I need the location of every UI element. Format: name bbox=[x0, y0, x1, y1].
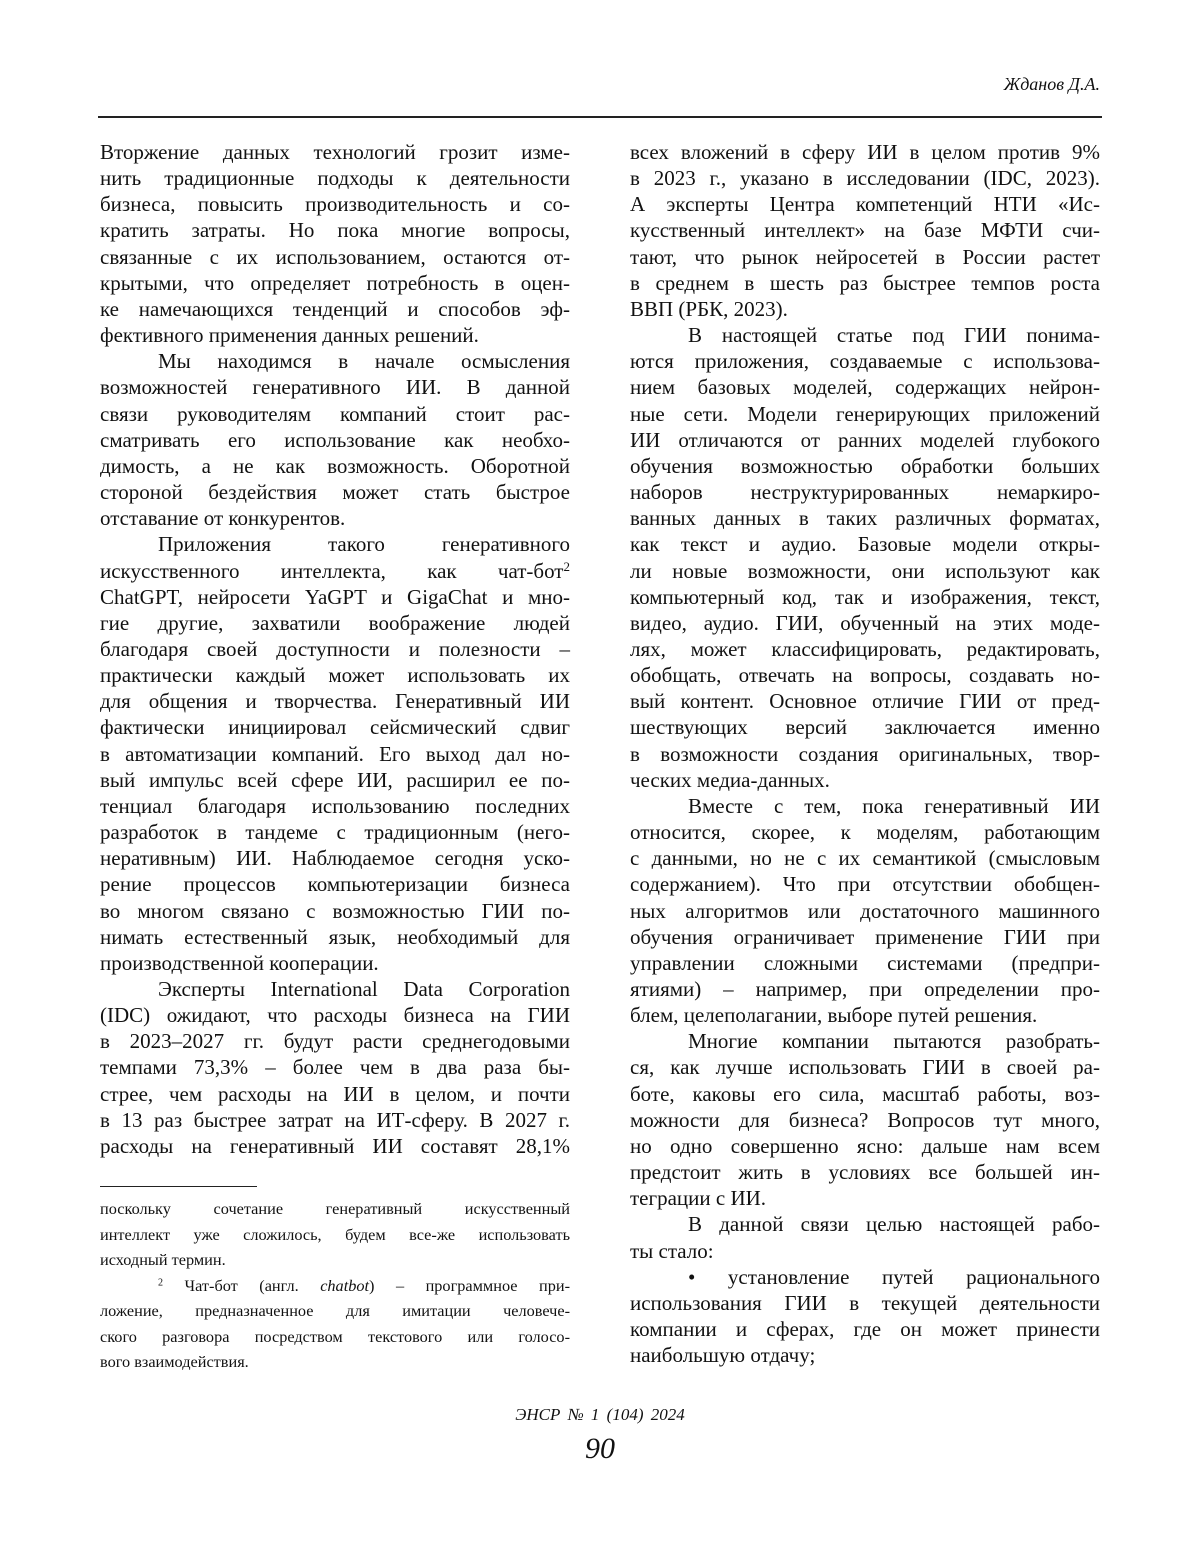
text-line: в возможности создания оригинальных, твор- bbox=[630, 741, 1100, 767]
paragraph bbox=[630, 1211, 1100, 1263]
text-line: компании и сферах, где он может принести bbox=[630, 1316, 1100, 1342]
text-line: практически каждый может использовать их bbox=[100, 662, 570, 688]
text-line: бизнеса, повысить производительность и со- bbox=[100, 191, 570, 217]
text-line: возможностей генеративного ИИ. В данной bbox=[100, 374, 570, 400]
text-line: В данной связи целью настоящей рабо- bbox=[630, 1211, 1100, 1237]
text-span: Чат-бот (англ. bbox=[163, 1276, 320, 1295]
text-line: сматривать его использование как необхо- bbox=[100, 427, 570, 453]
text-line: обобщать, отвечать на вопросы, создавать но- bbox=[630, 662, 1100, 688]
footnote-marker: 2 bbox=[563, 558, 570, 573]
text-line: (IDC) ожидают, что расходы бизнеса на ГИИ bbox=[100, 1002, 570, 1028]
text-line: ChatGPT, нейросети YaGPT и GigaChat и мно- bbox=[100, 584, 570, 610]
text-line: стороной бездействия может стать быстрое bbox=[100, 479, 570, 505]
text-line: шествующих версий заключается именно bbox=[630, 714, 1100, 740]
text-line: ты стало: bbox=[630, 1238, 1100, 1264]
text-line: ложение, предназначенное для имитации человече- bbox=[100, 1298, 570, 1324]
text-line: поскольку сочетание генеративный искусственный bbox=[100, 1196, 570, 1222]
text-line: использования ГИИ в текущей деятельности bbox=[630, 1290, 1100, 1316]
text-line: неративным) ИИ. Наблюдаемое сегодня уско- bbox=[100, 845, 570, 871]
text-line: обучения ограничивает применение ГИИ при bbox=[630, 924, 1100, 950]
paragraph bbox=[100, 1273, 570, 1375]
text-line: тают, что рынок нейросетей в России растет bbox=[630, 244, 1100, 270]
text-line: В настоящей статье под ГИИ понима- bbox=[630, 322, 1100, 348]
running-head-author: Жданов Д.А. bbox=[1004, 74, 1100, 95]
text-line: компьютерный код, так и изображения, текст, bbox=[630, 584, 1100, 610]
text-line bbox=[100, 558, 570, 584]
text-line: интеллект уже сложилось, будем все-же использовать bbox=[100, 1222, 570, 1248]
paragraph bbox=[630, 322, 1100, 793]
text-line: в среднем в шесть раз быстрее темпов роста bbox=[630, 270, 1100, 296]
text-line: рение процессов компьютеризации бизнеса bbox=[100, 871, 570, 897]
text-line: Вторжение данных технологий грозит изме- bbox=[100, 139, 570, 165]
text-span: ) – программное при- bbox=[369, 1276, 570, 1295]
text-line: нить традиционные подходы к деятельности bbox=[100, 165, 570, 191]
text-line: Мы находимся в начале осмысления bbox=[100, 348, 570, 374]
paragraph bbox=[100, 976, 570, 1159]
text-line: ные сети. Модели генерирующих приложений bbox=[630, 401, 1100, 427]
text-line: ИИ отличаются от ранних моделей глубокого bbox=[630, 427, 1100, 453]
text-line: всех вложений в сферу ИИ в целом против 9% bbox=[630, 139, 1100, 165]
text-line: кратить затраты. Но пока многие вопросы, bbox=[100, 217, 570, 243]
text-span: искусственного интеллекта, как чат-бот bbox=[100, 559, 563, 583]
paragraph bbox=[630, 1028, 1100, 1211]
paragraph bbox=[100, 531, 570, 976]
text-line: темпами 73,3% – более чем в два раза бы- bbox=[100, 1054, 570, 1080]
text-line: кусственный интеллект» на базе МФТИ счи- bbox=[630, 217, 1100, 243]
text-line: в автоматизации компаний. Его выход дал но- bbox=[100, 741, 570, 767]
text-line: Вместе с тем, пока генеративный ИИ bbox=[630, 793, 1100, 819]
text-line: ятиями) – например, при определении про- bbox=[630, 976, 1100, 1002]
footnote-rule bbox=[100, 1186, 257, 1187]
text-line: Эксперты International Data Corporation bbox=[100, 976, 570, 1002]
text-line: лях, может классифицировать, редактировать, bbox=[630, 636, 1100, 662]
text-line: гие другие, захватили воображение людей bbox=[100, 610, 570, 636]
text-line: ского разговора посредством текстового или голосо- bbox=[100, 1324, 570, 1350]
text-line: вый контент. Основное отличие ГИИ от пред- bbox=[630, 688, 1100, 714]
text-line: можности для бизнеса? Вопросов тут много, bbox=[630, 1107, 1100, 1133]
text-line: наибольшую отдачу; bbox=[630, 1342, 1100, 1368]
paragraph bbox=[630, 793, 1100, 1028]
right-column bbox=[630, 139, 1100, 1368]
text-line: стрее, чем расходы на ИИ в целом, и почти bbox=[100, 1081, 570, 1107]
text-line: ВВП (РБК, 2023). bbox=[630, 296, 1100, 322]
text-line: предстоит жить в условиях все большей ин- bbox=[630, 1159, 1100, 1185]
text-line: но одно совершенно ясно: дальше нам всем bbox=[630, 1133, 1100, 1159]
text-line: содержанием). Что при отсутствии обобщен- bbox=[630, 871, 1100, 897]
text-line: Многие компании пытаются разобрать- bbox=[630, 1028, 1100, 1054]
text-line: ся, как лучше использовать ГИИ в своей ра- bbox=[630, 1054, 1100, 1080]
left-column bbox=[100, 139, 570, 1159]
text-line: нимать естественный язык, необходимый для bbox=[100, 924, 570, 950]
text-line: А эксперты Центра компетенций НТИ «Ис- bbox=[630, 191, 1100, 217]
text-line: управлении сложными системами (предпри- bbox=[630, 950, 1100, 976]
text-line: • установление путей рационального bbox=[630, 1264, 1100, 1290]
text-line: боте, каковы его сила, масштаб работы, воз- bbox=[630, 1081, 1100, 1107]
paragraph bbox=[630, 1264, 1100, 1369]
text-line: видео, аудио. ГИИ, обученный на этих моде- bbox=[630, 610, 1100, 636]
text-line: в 2023 г., указано в исследовании (IDC, 2023). bbox=[630, 165, 1100, 191]
text-line: нием базовых моделей, содержащих нейрон- bbox=[630, 374, 1100, 400]
text-line: теграции с ИИ. bbox=[630, 1185, 1100, 1211]
text-line: ли новые возможности, они используют как bbox=[630, 558, 1100, 584]
text-line: в 13 раз быстрее затрат на ИТ-сферу. В 2027 г. bbox=[100, 1107, 570, 1133]
text-line: с данными, но не с их семантикой (смысловым bbox=[630, 845, 1100, 871]
paragraph bbox=[100, 348, 570, 531]
text-line: как текст и аудио. Базовые модели откры- bbox=[630, 531, 1100, 557]
text-line: благодаря своей доступности и полезности – bbox=[100, 636, 570, 662]
journal-issue: ЭНСР № 1 (104) 2024 bbox=[0, 1405, 1200, 1425]
page-number: 90 bbox=[0, 1432, 1200, 1466]
text-line: для общения и творчества. Генеративный ИИ bbox=[100, 688, 570, 714]
text-line: связи руководителям компаний стоит рас- bbox=[100, 401, 570, 427]
text-line: производственной кооперации. bbox=[100, 950, 570, 976]
text-line: ванных данных в таких различных форматах, bbox=[630, 505, 1100, 531]
text-line: димость, а не как возможность. Оборотной bbox=[100, 453, 570, 479]
text-line: ются приложения, создаваемые с использова- bbox=[630, 348, 1100, 374]
text-line: вого взаимодействия. bbox=[100, 1349, 570, 1375]
text-line: фективного применения данных решений. bbox=[100, 322, 570, 348]
text-line: обучения возможностью обработки больших bbox=[630, 453, 1100, 479]
paragraph bbox=[100, 139, 570, 348]
text-line: крытыми, что определяет потребность в оцен- bbox=[100, 270, 570, 296]
paragraph bbox=[100, 1196, 570, 1273]
text-line: ческих медиа-данных. bbox=[630, 767, 1100, 793]
text-line: расходы на генеративный ИИ составят 28,1% bbox=[100, 1133, 570, 1159]
text-line: наборов неструктурированных немаркиро- bbox=[630, 479, 1100, 505]
text-line: вый импульс всей сфере ИИ, расширил ее по- bbox=[100, 767, 570, 793]
header-rule bbox=[98, 116, 1102, 118]
text-span: chatbot bbox=[320, 1276, 369, 1295]
text-line: исходный термин. bbox=[100, 1247, 570, 1273]
text-line: ке намечающихся тенденций и способов эф- bbox=[100, 296, 570, 322]
text-line: фактически инициировал сейсмический сдвиг bbox=[100, 714, 570, 740]
paragraph bbox=[630, 139, 1100, 322]
text-line: отставание от конкурентов. bbox=[100, 505, 570, 531]
text-line: относится, скорее, к моделям, работающим bbox=[630, 819, 1100, 845]
text-line: ных алгоритмов или достаточного машинного bbox=[630, 898, 1100, 924]
footnote-marker: 2 bbox=[158, 1277, 163, 1288]
text-line: разработок в тандеме с традиционным (него- bbox=[100, 819, 570, 845]
footnotes bbox=[100, 1196, 570, 1375]
text-line: связанные с их использованием, остаются от- bbox=[100, 244, 570, 270]
text-line: Приложения такого генеративного bbox=[100, 531, 570, 557]
text-line: в 2023–2027 гг. будут расти среднегодовыми bbox=[100, 1028, 570, 1054]
text-line: тенциал благодаря использованию последних bbox=[100, 793, 570, 819]
text-line bbox=[100, 1273, 570, 1299]
text-line: блем, целеполагании, выборе путей решения. bbox=[630, 1002, 1100, 1028]
text-line: во многом связано с возможностью ГИИ по- bbox=[100, 898, 570, 924]
